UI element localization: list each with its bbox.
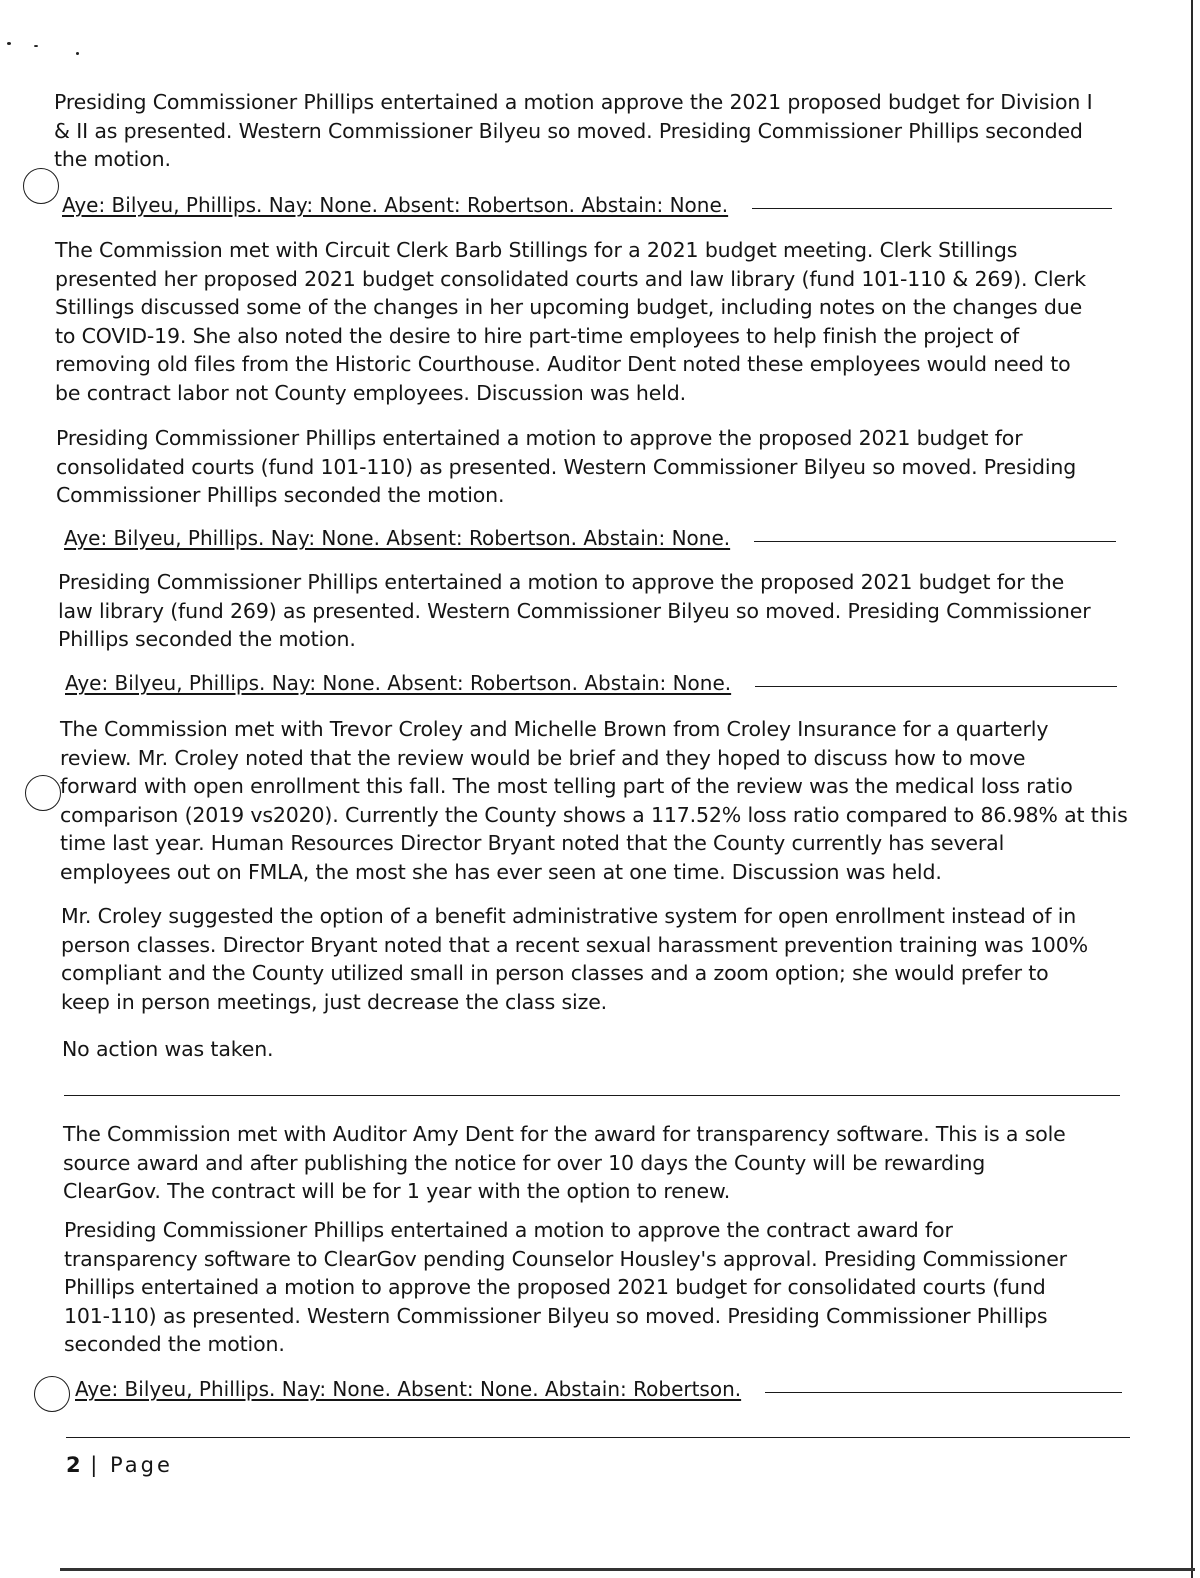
vote-underline (752, 208, 1112, 209)
section-divider (64, 1095, 1120, 1096)
scan-speck (76, 52, 79, 55)
vote-underline (755, 686, 1117, 687)
vote-underline (765, 1392, 1122, 1393)
paragraph-croley-insurance-review: The Commission met with Trevor Croley and Michelle Brown from Croley Insurance for a quarterly review. Mr. Croley noted that the review would be brief and they hoped to discuss how to move forward with open enrollment this fall. The most telling part of the review was the medical loss ratio comparison (2019 vs2020). Currently the County shows a 117.52% loss ratio compared to 86.98% at this time last year. Human Resources Director Bryant noted that the County currently has several employees out on FMLA, the most she has ever seen at one time. Discussion was held. (60, 717, 1128, 884)
vote-record-text: Aye: Bilyeu, Phillips. Nay: None. Absent: Robertson. Abstain: None. (64, 526, 731, 550)
scan-speck (7, 42, 11, 45)
hole-punch-mark (34, 1376, 70, 1412)
page-footer (66, 1453, 173, 1477)
scan-edge-bottom (60, 1568, 1195, 1571)
paragraph-circuit-clerk-meeting: The Commission met with Circuit Clerk Barb Stillings for a 2021 budget meeting. Clerk Stillings presented her proposed 2021 budget consolidated courts and law library (fund 101-110 & 269). Clerk Stillings discussed some of the changes in her upcoming budget, including notes on the changes due to COVID-19. She also noted the desire to hire part-time employees to help finish the project of removing old files from the Historic Courthouse. Auditor Dent noted these employees would need to be contract labor not County employees. Discussion was held. (55, 238, 1086, 405)
page-number: 2 (66, 1453, 81, 1477)
vote-record-text: Aye: Bilyeu, Phillips. Nay: None. Absent: None. Abstain: Robertson. (75, 1377, 742, 1401)
paragraph-consolidated-courts-motion: Presiding Commissioner Phillips entertained a motion to approve the proposed 2021 budget for consolidated courts (fund 101-110) as presented. Western Commissioner Bilyeu so moved. Presiding Commissioner Phillips seconded the motion. (56, 426, 1077, 508)
scan-speck (34, 45, 38, 47)
footer-divider (66, 1437, 1130, 1438)
vote-record (65, 671, 731, 695)
vote-underline (754, 541, 1116, 542)
paragraph-cleargov-motion: Presiding Commissioner Phillips entertained a motion to approve the contract award for transparency software to ClearGov pending Counselor Housley's approval. Presiding Commissioner Phillips entertained a motion to approve the proposed 2021 budget for consolidated courts (fund 101-110) as presented. Western Commissioner Bilyeu so moved. Presiding Commissioner Phillips seconded the motion. (64, 1218, 1067, 1357)
vote-record (62, 193, 728, 217)
vote-record (64, 526, 730, 550)
page-label: | Page (80, 1453, 173, 1477)
vote-record (75, 1377, 741, 1401)
paragraph-law-library-motion: Presiding Commissioner Phillips entertained a motion to approve the proposed 2021 budget for the law library (fund 269) as presented. Western Commissioner Bilyeu so moved. Presiding Commissioner Phillips seconded the motion. (58, 570, 1091, 652)
hole-punch-mark (25, 775, 61, 811)
vote-record-text: Aye: Bilyeu, Phillips. Nay: None. Absent: Robertson. Abstain: None. (65, 671, 732, 695)
paragraph-no-action: No action was taken. (62, 1037, 274, 1061)
vote-record-text: Aye: Bilyeu, Phillips. Nay: None. Absent: Robertson. Abstain: None. (62, 193, 729, 217)
paragraph-benefit-system-suggestion: Mr. Croley suggested the option of a benefit administrative system for open enrollment instead of in person classes. Director Bryant noted that a recent sexual harassment prevention training was 100% compliant and the County utilized small in person classes and a zoom option; she would prefer to keep in person meetings, just decrease the class size. (61, 904, 1088, 1014)
scan-edge-right (1191, 0, 1193, 1578)
paragraph-transparency-software-award: The Commission met with Auditor Amy Dent for the award for transparency software. This is a sole source award and after publishing the notice for over 10 days the County will be rewarding ClearGov. The contract will be for 1 year with the option to renew. (63, 1122, 1066, 1204)
paragraph-division-budget-motion: Presiding Commissioner Phillips entertained a motion approve the 2021 proposed budget for Division I & II as presented. Western Commissioner Bilyeu so moved. Presiding Commissioner Phillips seconded the motion. (54, 90, 1093, 172)
